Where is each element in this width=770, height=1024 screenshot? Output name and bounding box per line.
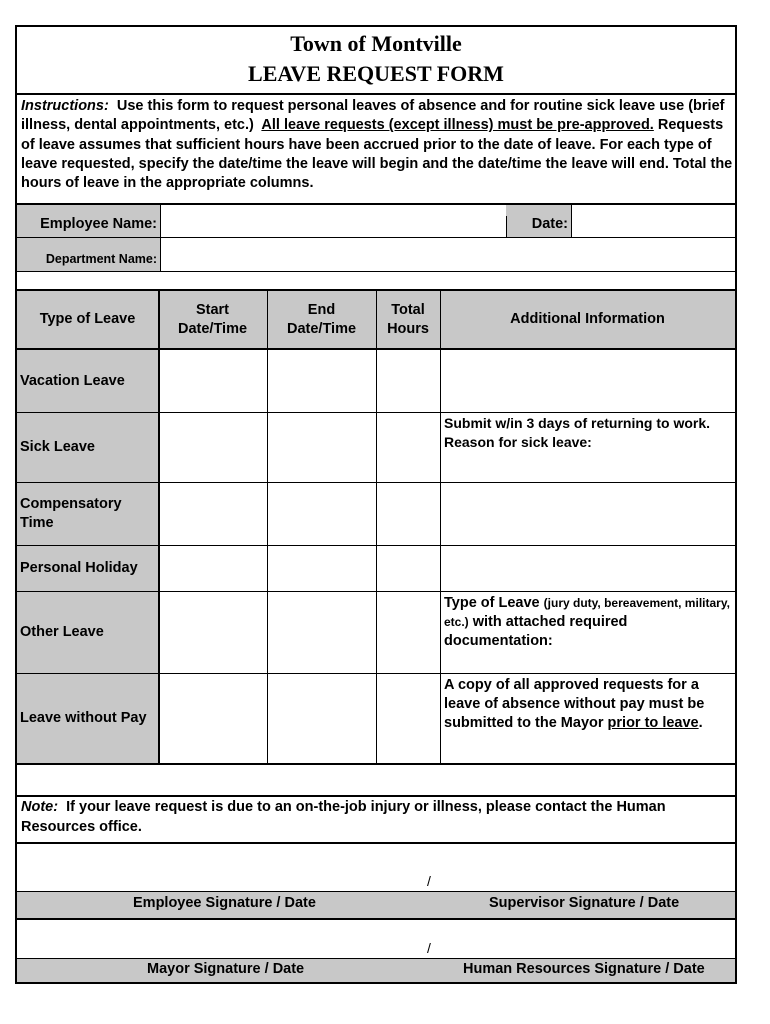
- form-title: LEAVE REQUEST FORM: [248, 61, 504, 86]
- row-label-sick-leave: Sick Leave: [20, 439, 95, 455]
- leave-without-pay-info-b: prior to leave: [607, 715, 699, 731]
- header-total-hours: Total Hours: [387, 301, 429, 337]
- divider: [17, 795, 735, 797]
- header-start-date-time: Start Date/Time: [177, 301, 248, 337]
- department-name-field[interactable]: [160, 238, 735, 271]
- note: [21, 798, 733, 837]
- instructions-preapproval: All leave requests (except illness) must be pre-approved.: [261, 117, 654, 134]
- divider: [17, 842, 735, 844]
- column-line: [158, 291, 160, 764]
- signature-separator: /: [427, 873, 431, 889]
- employee-signature-label: Employee Signature / Date: [133, 895, 316, 911]
- supervisor-signature-label: Supervisor Signature / Date: [489, 895, 680, 911]
- divider: [17, 918, 735, 920]
- sick-leave-info: Submit w/in 3 days of returning to work. Reason for sick leave:: [444, 415, 711, 450]
- hr-signature-label: Human Resources Signature / Date: [463, 961, 705, 977]
- other-leave-info: [442, 594, 732, 651]
- instructions: [21, 97, 733, 193]
- town-name: Town of Montville: [290, 31, 462, 56]
- leave-without-pay-info-c: .: [698, 715, 703, 731]
- date-label: Date:: [506, 216, 568, 237]
- other-leave-info-a: Type of Leave: [444, 595, 540, 611]
- employee-name-field[interactable]: [160, 205, 506, 237]
- other-leave-info-c: with attached required documentation:: [444, 614, 628, 649]
- column-line: [440, 291, 441, 764]
- column-line: [267, 291, 268, 764]
- instructions-text-2: Requests of leave assumes that sufficient hours have been accrued prior to the date of leave. For each type of leave requested, specify the date/time the leave will begin and the date/time the leave will end. Total the hours of leave in the appropriate columns.: [21, 117, 733, 192]
- note-text: If your leave request is due to an on-the-job injury or illness, please contact the Human Resources office.: [21, 799, 666, 835]
- department-name-label: Department Name:: [45, 252, 157, 266]
- header-additional-information: Additional Information: [510, 311, 665, 327]
- other-leave-info-b: (jury duty, bereavement, military, etc.): [444, 596, 730, 629]
- mayor-signature-label: Mayor Signature / Date: [147, 961, 305, 977]
- leave-without-pay-info-a: A copy of all approved requests for a leave of absence without pay must be submitted to the Mayor: [444, 677, 705, 731]
- divider: [17, 763, 735, 765]
- employee-name-label: Employee Name:: [40, 216, 157, 232]
- instructions-text-1: Use this form to request personal leaves of absence and for routine sick leave use (brief illness, dental appointments, etc.): [21, 98, 725, 134]
- divider: [17, 271, 735, 272]
- signature-separator: /: [427, 940, 431, 956]
- row-label-personal-holiday: Personal Holiday: [20, 560, 138, 576]
- header-type-of-leave: Type of Leave: [39, 311, 136, 327]
- column-line: [376, 291, 377, 764]
- divider: [17, 93, 735, 95]
- note-label: Note:: [21, 799, 59, 815]
- row-label-other-leave: Other Leave: [20, 624, 104, 640]
- header-end-date-time: End Date/Time: [286, 301, 357, 337]
- row-label-vacation-leave: Vacation Leave: [20, 372, 125, 389]
- row-label-compensatory-time: Compensatory Time: [20, 496, 122, 531]
- leave-without-pay-info: [442, 676, 732, 733]
- date-field[interactable]: [571, 205, 735, 237]
- row-label-leave-without-pay: Leave without Pay: [20, 710, 147, 726]
- instructions-label: Instructions:: [21, 98, 109, 114]
- leave-request-form: [15, 25, 737, 984]
